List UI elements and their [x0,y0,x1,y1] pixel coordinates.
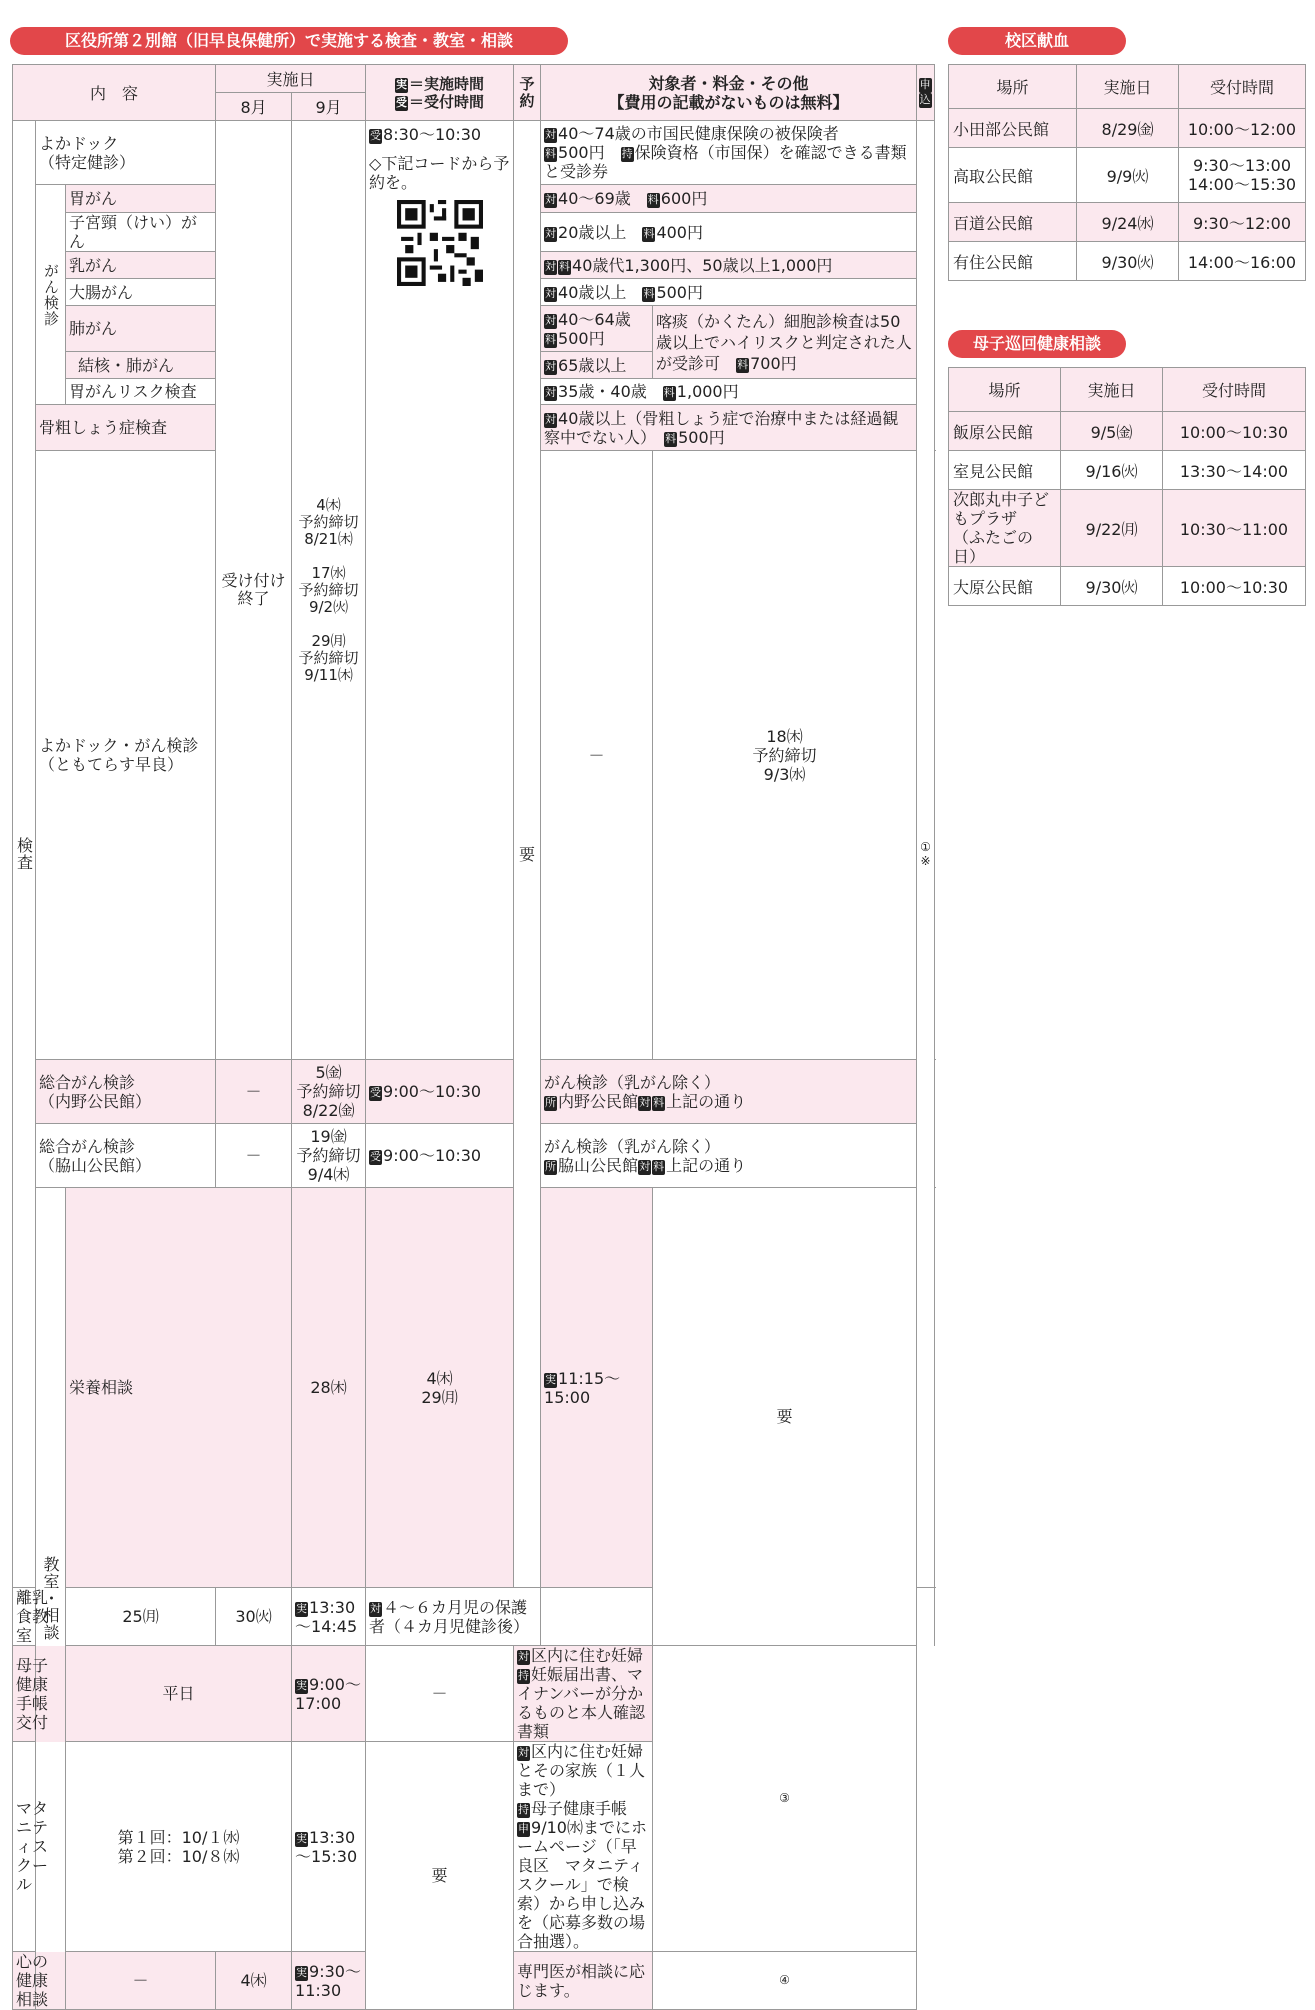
boshi-h-time: 受付時間 [1163,368,1306,412]
boshi-row-date: 9/22㈪ [1061,490,1163,567]
row-boshi-name: 母子健康手帳交付 [13,1646,66,1742]
row-boshi-date: 平日 [66,1646,292,1742]
row-kokoro-target: 専門医が相談に応じます。 [514,1952,653,2010]
yoyaku-matanity: 要 [366,1742,514,2010]
boshi-row-time: 13:30～14:00 [1163,451,1306,490]
blood-row-place: 高取公民館 [949,148,1077,203]
boshi-row-place: 大原公民館 [949,567,1061,606]
row-wakiyama-time: 受 9:00～10:30 [366,1124,514,1188]
row-souchi-time: 受 9:00～10:30 [366,1060,514,1124]
row-hai-target: 対 40～64歳 料 500円 [541,306,653,352]
boshi-row-place: 飯原公民館 [949,412,1061,451]
blood-title: 校区献血 [948,27,1126,55]
row-eiyou-name: 栄養相談 [66,1188,292,1588]
blood-row-place: 有住公民館 [949,242,1077,281]
row-kokoro-time: 実 9:30～11:30 [292,1952,366,2010]
blood-row-place: 小田部公民館 [949,109,1077,148]
row-souchi-sep: 5㈮ 予約締切 8/22㈮ [292,1060,366,1124]
category-gan: がん検診 [36,185,66,405]
boshi-row-place: 室見公民館 [949,451,1061,490]
row-souchi-name: 総合がん検診 （内野公民館） [36,1060,216,1124]
main-title: 区役所第２別館（旧早良保健所）で実施する検査・教室・相談 [10,27,568,55]
header-yoyaku: 予 約 [514,65,541,121]
header-jisshibi: 実施日 [216,65,366,93]
row-matanity-time: 実 13:30～15:30 [292,1742,366,1952]
row-rinyu-aug: 25㈪ [66,1588,216,1646]
yoyaku-eiyou: 要 [653,1188,917,1646]
row-kokoro-aug: － [66,1952,216,2010]
category-kensa: 検査 [13,121,36,1588]
boshi-row-time: 10:00～10:30 [1163,412,1306,451]
row-boshi-yoyaku: － [366,1646,514,1742]
boshi-row-date: 9/16㈫ [1061,451,1163,490]
header-aug: 8月 [216,93,292,121]
row-kekkaku-name: 結核・肺がん [66,352,216,379]
moushi-4: ④ [653,1952,917,2010]
row-kotsu-name: 骨粗しょう症検査 [36,405,216,451]
blood-row-time: 14:00～16:00 [1179,242,1306,281]
row-rinyu-name: 離乳食教室 [13,1588,66,1646]
boshi-row-time: 10:00～10:30 [1163,567,1306,606]
row-rinyu-sep: 30㈫ [216,1588,292,1646]
row-rinyu-time: 実 13:30～14:45 [292,1588,366,1646]
row-nyu-name: 乳がん [66,252,216,279]
row-igan-name: 胃がん [66,185,216,213]
boshi-h-place: 場所 [949,368,1061,412]
row-matanity-date: 第１回：10/１㈬ 第２回：10/８㈬ [66,1742,292,1952]
row-shikyu-name: 子宮頸（けい）がん [66,213,216,252]
moushi-1: ① ※ [917,121,935,1588]
row-kokoro-name: 心の健康相談 [13,1952,66,2010]
row-yokagan-aug: － [541,451,653,1060]
blood-row-date: 9/30㈫ [1077,242,1179,281]
blood-row-date: 8/29㈮ [1077,109,1179,148]
row-irisk-target: 対 35歳・40歳 料 1,000円 [541,379,917,405]
blood-row-time: 9:30～12:00 [1179,203,1306,242]
blood-row-time: 9:30～13:00 14:00～15:30 [1179,148,1306,203]
row-wakiyama-target: がん検診（乳がん除く） 所 脇山公民館対 料 上記の通り [541,1124,917,1188]
blood-row-date: 9/24㈬ [1077,203,1179,242]
row-yoka-name: よかドック （特定健診） [36,121,216,185]
row-kekkaku-target: 対 65歳以上 [541,352,653,379]
ukeoff-aug: 受け付け 終了 [216,121,292,1060]
row-matanity-target: 対 区内に住む妊婦とその家族（１人まで） 持 母子健康手帳 申 9/10㈬までにホームページ（「早良区 マタニティスクール」で検索）から申し込みを（応募多数の場合抽選）。 [514,1742,653,1952]
row-eiyou-aug: 28㈭ [292,1188,366,1588]
boshi-row-date: 9/30㈫ [1061,567,1163,606]
blood-table [948,64,1306,281]
blood-h-time: 受付時間 [1179,65,1306,109]
blood-row-date: 9/9㈫ [1077,148,1179,203]
row-hai-note: 喀痰（かくたん）細胞診検査は50歳以上でハイリスクと判定された人が受診可 料 700円 [653,306,917,379]
header-naiyou: 内 容 [13,65,216,121]
row-irisk-name: 胃がんリスク検査 [66,379,292,405]
yoka-note: ◇下記コードから予約を。 [369,154,510,192]
row-nyu-target: 対 料 40歳代1,300円、50歳以上1,000円 [541,252,917,279]
category-kyoushitsu: 教室・相談 [36,1188,66,2010]
blood-row-time: 10:00～12:00 [1179,109,1306,148]
row-yokagan-name: よかドック・がん検診 （ともてらす早良） [36,451,216,1060]
row-yokagan-sep: 18㈭ 予約締切 9/3㈬ [653,451,917,1060]
boshi-row-date: 9/5㈮ [1061,412,1163,451]
row-hai-name: 肺がん [66,306,216,352]
yoka-time-cell: 受 8:30～10:30 ◇下記コードから予約を。 [366,121,514,1060]
row-boshi-target: 対 区内に住む妊婦 持 妊娠届出書、マイナンバーが分かるものと本人確認書類 [514,1646,653,1742]
blood-h-date: 実施日 [1077,65,1179,109]
row-souchi-target: がん検診（乳がん除く） 所 内野公民館対 料 上記の通り [541,1060,917,1124]
blood-h-place: 場所 [949,65,1077,109]
header-time: 実 ＝実施時間 受 ＝受付時間 [366,65,514,121]
row-yoka-target: 対 40～74歳の市国民健康保険の被保険者 料 500円 持 保険資格（市国保）を確認できる書類と受診券 [541,121,917,185]
main-table [12,64,935,2010]
boshi-row-time: 10:30～11:00 [1163,490,1306,567]
boshi-table [948,367,1306,606]
row-daicho-name: 大腸がん [66,279,216,306]
row-kotsu-target: 対 40歳以上（骨粗しょう症で治療中または経過観察中でない人） 料 500円 [541,405,917,451]
row-rinyu-target: 対 ４～６カ月児の保護者（４カ月児健診後） [366,1588,541,1646]
row-daicho-target: 対 40歳以上 料 500円 [541,279,917,306]
row-boshi-time: 実 9:00～17:00 [292,1646,366,1742]
row-igan-target: 対 40～69歳 料 600円 [541,185,917,213]
yoyaku-kensa: 要 [514,121,541,1588]
row-wakiyama-aug: － [216,1124,292,1188]
row-matanity-name: マタニティスクール [13,1742,66,1952]
header-sep: 9月 [292,93,366,121]
header-target: 対象者・料金・その他 【費用の記載がないものは無料】 [541,65,917,121]
row-kokoro-sep: 4㈭ [216,1952,292,2010]
sep-dates: 4㈭ 予約締切 8/21㈭ 17㈬ 予約締切 9/2㈫ 29㈪ 予約締切 9/11㈭ [292,121,366,1060]
moushi-3: ③ [653,1646,917,1952]
blood-row-place: 百道公民館 [949,203,1077,242]
boshi-h-date: 実施日 [1061,368,1163,412]
row-souchi-aug: － [216,1060,292,1124]
row-shikyu-target: 対 20歳以上 料 400円 [541,213,917,252]
row-wakiyama-sep: 19㈮ 予約締切 9/4㈭ [292,1124,366,1188]
qr-code[interactable] [397,200,483,286]
boshi-row-place: 次郎丸中子どもプラザ （ふたごの日） [949,490,1061,567]
row-wakiyama-name: 総合がん検診 （脇山公民館） [36,1124,216,1188]
yoka-time: 8:30～10:30 [383,125,482,144]
boshi-title: 母子巡回健康相談 [948,330,1126,358]
header-moushikomi: 申 込 [917,65,935,121]
row-eiyou-time: 実 11:15～15:00 [541,1188,653,1588]
row-eiyou-sep: 4㈭ 29㈪ [366,1188,514,1588]
